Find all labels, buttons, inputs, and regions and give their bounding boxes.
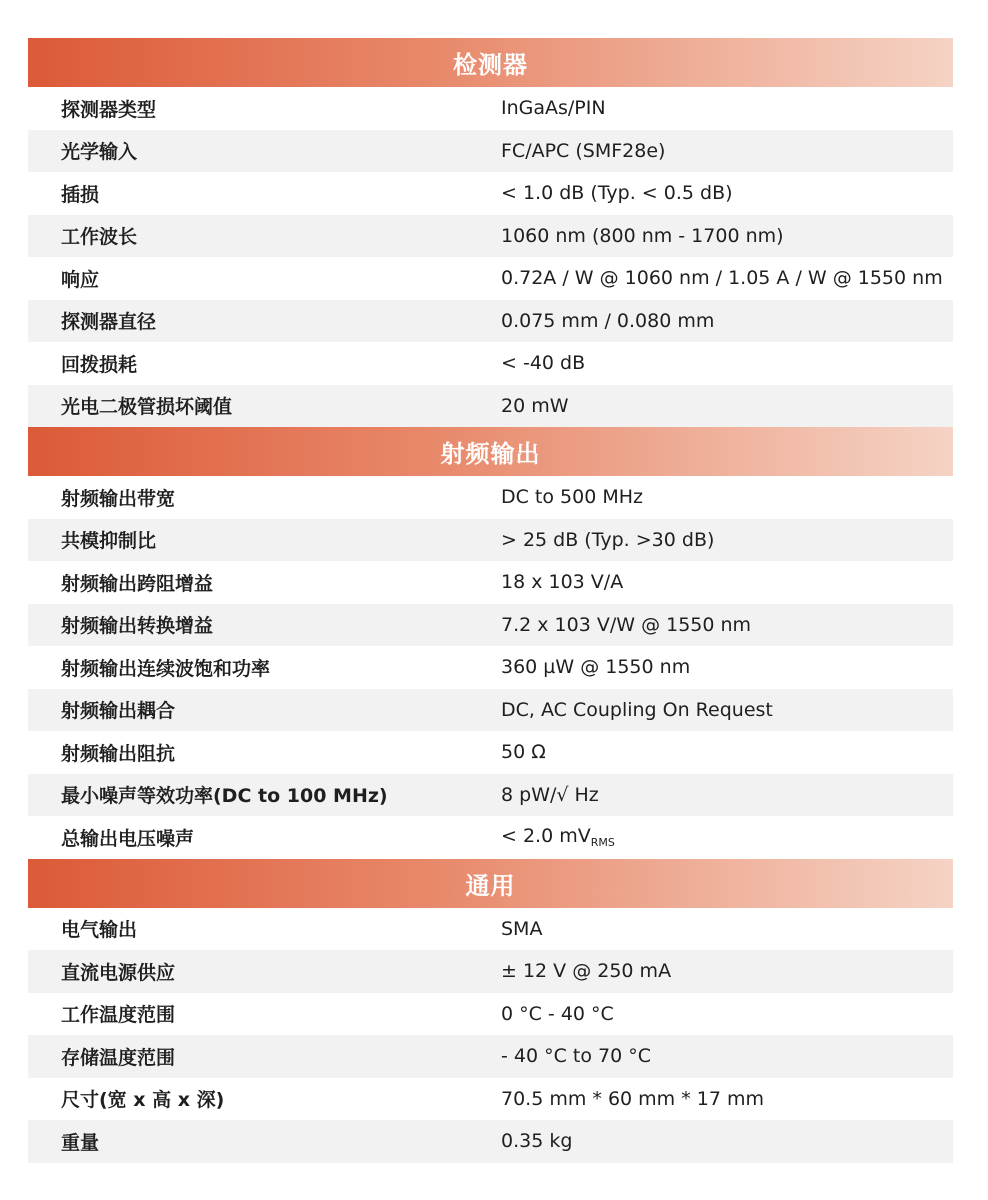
spec-label: 直流电源供应 (61, 961, 176, 984)
spec-row (28, 1078, 953, 1121)
spec-value: 7.2 x 103 V/W @ 1550 nm (501, 613, 752, 636)
spec-row (28, 908, 953, 951)
spec-label: 射频输出阻抗 (61, 742, 176, 765)
spec-row (28, 646, 953, 689)
spec-row (28, 604, 953, 647)
spec-value: InGaAs/PIN (501, 97, 606, 120)
spec-label: 射频输出带宽 (61, 487, 176, 510)
spec-row (28, 215, 953, 258)
spec-value: < 1.0 dB (Typ. < 0.5 dB) (501, 182, 733, 205)
spec-label: 回拨损耗 (61, 353, 138, 376)
spec-value: 20 mW (501, 394, 569, 417)
spec-value: 70.5 mm * 60 mm * 17 mm (501, 1087, 764, 1110)
spec-row (28, 476, 953, 519)
spec-value: 8 pW/√ Hz (501, 783, 599, 806)
spec-label: 尺寸(宽 x 高 x 深) (61, 1089, 225, 1112)
spec-value-subscript: RMS (590, 836, 615, 850)
spec-value: - 40 °C to 70 °C (501, 1045, 652, 1068)
spec-row (28, 774, 953, 817)
spec-label: 探测器直径 (61, 311, 157, 334)
spec-value: 0.72A / W @ 1060 nm / 1.05 A / W @ 1550 nm (501, 267, 943, 290)
spec-value: 18 x 103 V/A (501, 571, 624, 594)
section-header-rf-output: 射频输出 (28, 427, 953, 476)
spec-value: DC, AC Coupling On Request (501, 698, 773, 721)
spec-label: 工作温度范围 (61, 1004, 176, 1027)
spec-value: SMA (501, 917, 543, 940)
spec-value: FC/APC (SMF28e) (501, 139, 666, 162)
spec-label: 共模抑制比 (61, 530, 157, 553)
spec-label: 射频输出耦合 (61, 700, 176, 723)
spec-row (28, 342, 953, 385)
spec-row (28, 519, 953, 562)
spec-value: 0.35 kg (501, 1130, 573, 1153)
spec-value: 0 °C - 40 °C (501, 1002, 614, 1025)
spec-label: 光学输入 (61, 141, 138, 164)
spec-label: 射频输出转换增益 (61, 615, 214, 638)
spec-label: 最小噪声等效功率(DC to 100 MHz) (61, 785, 388, 808)
section-header-general: 通用 (28, 859, 953, 908)
spec-label: 重量 (61, 1131, 100, 1154)
spec-sheet (28, 38, 953, 1163)
spec-label: 探测器类型 (61, 98, 157, 121)
spec-value: < -40 dB (501, 352, 586, 375)
spec-label: 响应 (61, 268, 100, 291)
spec-row (28, 689, 953, 732)
spec-value: ± 12 V @ 250 mA (501, 960, 672, 983)
spec-row (28, 130, 953, 173)
spec-row (28, 993, 953, 1036)
spec-row (28, 1035, 953, 1078)
spec-label: 插损 (61, 183, 100, 206)
spec-row (28, 300, 953, 343)
spec-value: 1060 nm (800 nm - 1700 nm) (501, 224, 784, 247)
spec-value: > 25 dB (Typ. >30 dB) (501, 528, 715, 551)
spec-value: 360 µW @ 1550 nm (501, 656, 691, 679)
spec-label: 射频输出跨阻增益 (61, 572, 214, 595)
spec-value: DC to 500 MHz (501, 486, 644, 509)
spec-row (28, 731, 953, 774)
spec-row (28, 950, 953, 993)
spec-row (28, 385, 953, 428)
spec-row (28, 1120, 953, 1163)
spec-label: 射频输出连续波饱和功率 (61, 657, 271, 680)
spec-row (28, 87, 953, 130)
section-header-detector: 检测器 (28, 38, 953, 87)
spec-value (501, 825, 953, 849)
spec-label: 存储温度范围 (61, 1046, 176, 1069)
spec-row (28, 561, 953, 604)
spec-row (28, 257, 953, 300)
spec-value-main: < 2.0 mV (501, 825, 591, 848)
spec-label: 电气输出 (61, 919, 138, 942)
spec-value: 50 Ω (501, 741, 546, 764)
spec-row (28, 816, 953, 859)
spec-label: 总输出电压噪声 (61, 827, 195, 850)
spec-label: 光电二极管损坏阈值 (61, 396, 233, 419)
spec-row (28, 172, 953, 215)
spec-label: 工作波长 (61, 226, 138, 249)
spec-value: 0.075 mm / 0.080 mm (501, 309, 715, 332)
